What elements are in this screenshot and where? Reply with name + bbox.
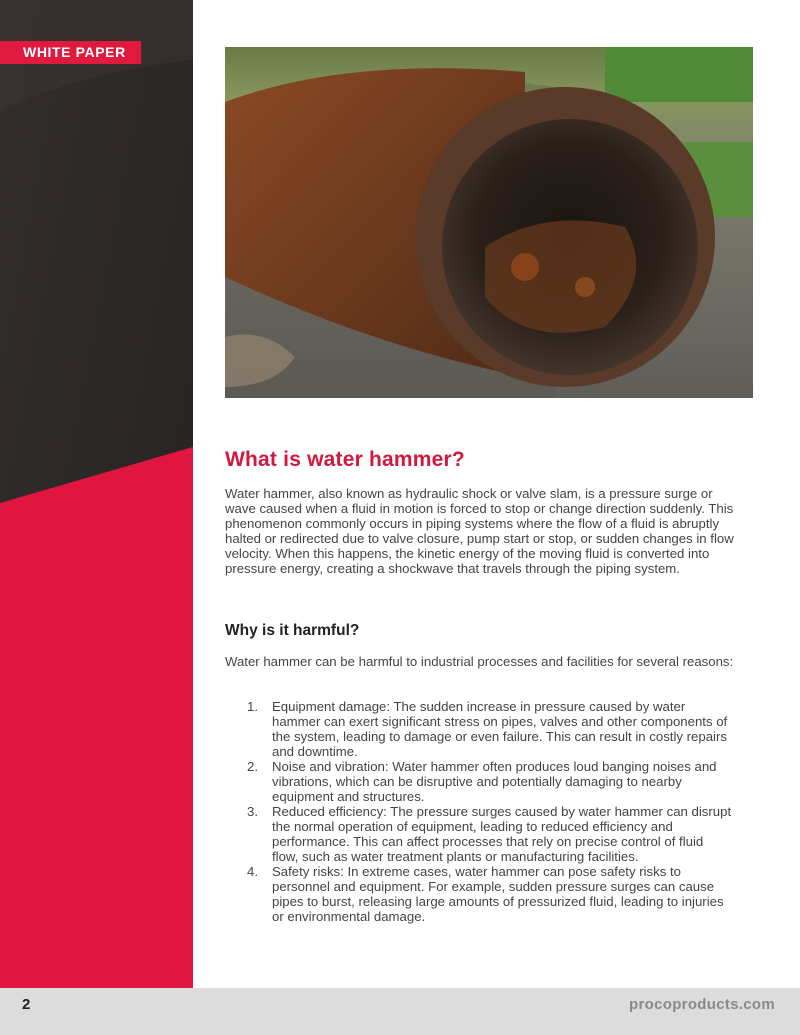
list-item	[247, 864, 732, 924]
page-number: 2	[22, 996, 31, 1013]
harmful-heading: Why is it harmful?	[225, 622, 360, 639]
list-text: Safety risks: In extreme cases, water hammer can pose safety risks to personnel and equipment. For example, sudden pressure surges can cause pipes to burst, releasing large amounts of pressurized fluid, leading to injuries or environmental damage.	[272, 864, 724, 924]
list-number: 2.	[247, 759, 258, 774]
section-title: What is water hammer?	[225, 448, 465, 471]
reasons-list	[247, 699, 732, 924]
list-text: Reduced efficiency: The pressure surges caused by water hammer can disrupt the normal operation of equipment, leading to reduced efficiency and performance. This can affect processes that rely on precise control of fluid flow, such as water treatment plants or manufacturing facilities.	[272, 804, 732, 864]
pipe-photo	[225, 47, 753, 398]
harmful-lead: Water hammer can be harmful to industrial processes and facilities for several reasons:	[225, 654, 734, 669]
list-item	[247, 804, 732, 864]
page-footer	[0, 988, 800, 1035]
list-number: 4.	[247, 864, 258, 879]
list-number: 1.	[247, 699, 258, 714]
list-item	[247, 759, 732, 804]
list-text: Equipment damage: The sudden increase in pressure caused by water hammer can exert significant stress on pipes, valves and other components of the system, leading to damage or even failure. This can result in costly repairs and downtime.	[272, 699, 728, 759]
list-item	[247, 699, 732, 759]
white-paper-badge: WHITE PAPER	[0, 41, 141, 64]
intro-paragraph: Water hammer, also known as hydraulic shock or valve slam, is a pressure surge or wave caused when a fluid in motion is forced to stop or change direction suddenly. This phenomenon commonly occurs in piping systems where the flow of a fluid is abruptly halted or redirected due to valve closure, pump start or stop, or sudden changes in flow velocity. When this happens, the kinetic energy of the moving fluid is converted into pressure energy, creating a shockwave that travels through the piping system.	[225, 486, 734, 576]
list-text: Noise and vibration: Water hammer often produces loud banging noises and vibrations, which can be disruptive and potentially damaging to nearby equipment and structures.	[272, 759, 717, 804]
sidebar-decoration	[0, 0, 193, 988]
website-link[interactable]: procoproducts.com	[629, 996, 775, 1013]
list-number: 3.	[247, 804, 258, 819]
